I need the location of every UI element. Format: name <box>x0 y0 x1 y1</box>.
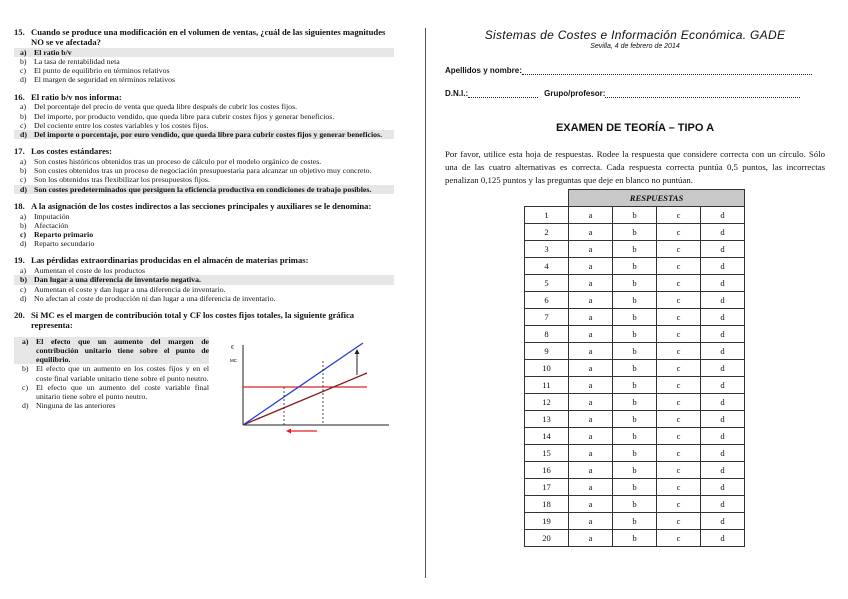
question-number: 17. <box>14 146 25 157</box>
answer-choice-d[interactable]: d <box>701 411 745 428</box>
question-number-cell: 16 <box>525 462 569 479</box>
answer-choice-a[interactable]: a <box>569 445 613 462</box>
answer-choice-c[interactable]: c <box>657 462 701 479</box>
answer-row <box>525 530 745 547</box>
question-number-cell: 1 <box>525 207 569 224</box>
answer-row <box>525 394 745 411</box>
answer-row <box>525 309 745 326</box>
answer-choice-a[interactable]: a <box>569 326 613 343</box>
answer-choice-c[interactable]: c <box>657 360 701 377</box>
answer-row <box>525 224 745 241</box>
option-d: d) Son costes predeterminados que persiguen la eficiencia productiva en condiciones de trabajo posibles. <box>14 185 394 194</box>
option-b: b) El efecto que un aumento en los costes fijos y en el coste final variable unitario tiene sobre el punto neutro. <box>22 364 209 383</box>
answer-sheet <box>445 28 825 547</box>
option-b: b) Del importe, por producto vendido, que queda libre para cubrir costes fijos y generar beneficios. <box>20 111 335 121</box>
question-number-cell: 17 <box>525 479 569 496</box>
answer-choice-d[interactable]: d <box>701 377 745 394</box>
answers-table-header: RESPUESTAS <box>569 190 745 207</box>
instructions: Por favor, utilice esta hoja de respuestas. Rodee la respuesta que considere correcta con un círculo. Sólo una de las cuatro alternativas es correcta. Cada respuesta correcta puntúa 0,5 puntos, las incorrectas penalizan 0,125 puntos y las preguntas que deje en blanco no puntúan. <box>445 149 825 185</box>
increase-arrow-head <box>355 349 360 354</box>
answer-choice-d[interactable]: d <box>701 462 745 479</box>
group-label: Grupo/profesor: <box>544 89 606 98</box>
answer-choice-b[interactable]: b <box>613 343 657 360</box>
answer-row <box>525 411 745 428</box>
answer-choice-b[interactable]: b <box>613 292 657 309</box>
question-number-cell: 19 <box>525 513 569 530</box>
answer-choice-d[interactable]: d <box>701 241 745 258</box>
question-number-cell: 20 <box>525 530 569 547</box>
answer-choice-b[interactable]: b <box>613 496 657 513</box>
answer-choice-c[interactable]: c <box>657 428 701 445</box>
option-a: a) Son costes históricos obtenidos tras un proceso de cálculo por el modelo orgánico de costes. <box>20 157 322 166</box>
option-a: a) El ratio b/v <box>14 48 394 57</box>
answer-choice-c[interactable]: c <box>657 445 701 462</box>
question-number-cell: 15 <box>525 445 569 462</box>
question-number-cell: 8 <box>525 326 569 343</box>
graph-y-label-mc: MC <box>230 357 237 363</box>
margin-line-increased <box>243 343 363 425</box>
group-blank[interactable] <box>605 90 800 98</box>
answer-choice-a[interactable]: a <box>569 207 613 224</box>
answer-choice-a[interactable]: a <box>569 513 613 530</box>
answer-choice-a[interactable]: a <box>569 377 613 394</box>
dni-group-field <box>445 89 825 98</box>
answer-choice-a[interactable]: a <box>569 496 613 513</box>
answer-choice-c[interactable]: c <box>657 275 701 292</box>
option-c: c) Son los obtenidos tras flexibilizar los presupuestos fijos. <box>20 175 210 185</box>
answer-choice-c[interactable]: c <box>657 326 701 343</box>
answer-choice-c[interactable]: c <box>657 377 701 394</box>
answer-choice-b[interactable]: b <box>613 445 657 462</box>
graph-y-label-euro: € <box>231 344 234 351</box>
question-number-cell: 4 <box>525 258 569 275</box>
margin-line-initial <box>243 373 367 425</box>
option-b: b) Son costes obtenidos tras un proceso de negociación presupuestaria para alcanzar un objetivo muy concreto. <box>20 166 372 176</box>
option-d: d) Ninguna de las anteriores <box>22 401 116 411</box>
breakeven-graph <box>229 339 394 439</box>
question-20 <box>14 311 394 439</box>
answer-choice-c[interactable]: c <box>657 207 701 224</box>
question-number-cell: 18 <box>525 496 569 513</box>
answer-choice-c[interactable]: c <box>657 411 701 428</box>
question-number-cell: 6 <box>525 292 569 309</box>
answer-choice-b[interactable]: b <box>613 377 657 394</box>
question-number: 19. <box>14 255 25 266</box>
question-number-cell: 13 <box>525 411 569 428</box>
answer-row <box>525 258 745 275</box>
left-column <box>14 28 394 447</box>
question-number: 15. <box>14 27 25 37</box>
answer-row <box>525 241 745 258</box>
option-a: a) El efecto que un aumento del margen de contribución unitario tiene sobre el punto de equilibrio. <box>14 337 209 365</box>
answer-choice-d[interactable]: d <box>701 394 745 411</box>
answer-choice-a[interactable]: a <box>569 428 613 445</box>
answer-choice-b[interactable]: b <box>613 258 657 275</box>
name-label: Apellidos y nombre: <box>445 66 522 75</box>
question-number-cell: 5 <box>525 275 569 292</box>
answer-choice-d[interactable]: d <box>701 496 745 513</box>
answer-row <box>525 326 745 343</box>
answer-choice-b[interactable]: b <box>613 394 657 411</box>
answer-choice-b[interactable]: b <box>613 224 657 241</box>
answer-choice-b[interactable]: b <box>613 530 657 547</box>
answer-row <box>525 479 745 496</box>
answer-row <box>525 360 745 377</box>
option-a: a) Del porcentaje del precio de venta que queda libre después de cubrir los costes fijos. <box>20 102 298 112</box>
question-number: 18. <box>14 200 25 211</box>
answer-row <box>525 343 745 360</box>
name-field <box>445 66 825 75</box>
question-number-cell: 10 <box>525 360 569 377</box>
question-number-cell: 3 <box>525 241 569 258</box>
answer-row <box>525 445 745 462</box>
answer-choice-b[interactable]: b <box>613 479 657 496</box>
question-number-cell: 7 <box>525 309 569 326</box>
dni-label: D.N.I.: <box>445 89 469 98</box>
answer-choice-c[interactable]: c <box>657 309 701 326</box>
answer-choice-c[interactable]: c <box>657 513 701 530</box>
answer-choice-b[interactable]: b <box>613 360 657 377</box>
answer-choice-a[interactable]: a <box>569 275 613 292</box>
option-c: c) Del cociente entre los costes variables y los costes fijos. <box>20 120 209 130</box>
question-text: El ratio b/v nos informa: <box>31 91 122 102</box>
question-number-cell: 2 <box>525 224 569 241</box>
answer-choice-b[interactable]: b <box>613 309 657 326</box>
dni-blank[interactable] <box>468 90 538 98</box>
option-c: c) El efecto que un aumento del coste variable final unitario tiene sobre el punto neutro. <box>22 382 209 401</box>
answer-choice-a[interactable]: a <box>569 411 613 428</box>
course-title: Sistemas de Costes e Información Económica. GADE <box>484 28 786 42</box>
option-b: b) La tasa de rentabilidad neta <box>20 56 120 66</box>
answer-choice-d[interactable]: d <box>701 530 745 547</box>
answer-row <box>525 275 745 292</box>
question-text: Cuando se produce una modificación en el volumen de ventas, ¿cuál de las siguientes magnitudes NO se ve afectada? <box>31 27 386 47</box>
question-text: Las pérdidas extraordinarias producidas en el almacén de materias primas: <box>31 255 309 266</box>
question-19 <box>14 256 394 303</box>
answer-choice-d[interactable]: d <box>701 428 745 445</box>
question-18 <box>14 202 394 249</box>
answer-choice-b[interactable]: b <box>613 207 657 224</box>
answers-table <box>524 189 745 547</box>
answer-row <box>525 513 745 530</box>
answer-choice-c[interactable]: c <box>657 479 701 496</box>
answer-choice-b[interactable]: b <box>613 462 657 479</box>
answer-choice-d[interactable]: d <box>701 326 745 343</box>
exam-title: EXAMEN DE TEORÍA – TIPO A <box>555 122 715 134</box>
answer-choice-a[interactable]: a <box>569 479 613 496</box>
answer-choice-d[interactable]: d <box>701 275 745 292</box>
question-15 <box>14 28 394 85</box>
question-text: Si MC es el margen de contribución total y CF los costes fijos totales, la siguiente gráfica representa: <box>31 310 355 330</box>
answer-choice-a[interactable]: a <box>569 258 613 275</box>
answer-choice-b[interactable]: b <box>613 241 657 258</box>
option-a: a) Aumentan el coste de los productos <box>20 266 146 276</box>
answer-choice-a[interactable]: a <box>569 462 613 479</box>
answer-choice-a[interactable]: a <box>569 360 613 377</box>
question-number-cell: 9 <box>525 343 569 360</box>
option-c: c) El punto de equilibrio en términos relativos <box>20 66 170 76</box>
answer-choice-b[interactable]: b <box>613 513 657 530</box>
option-d: d) Reparto secundario <box>20 239 95 249</box>
answer-choice-a[interactable]: a <box>569 309 613 326</box>
answer-choice-a[interactable]: a <box>569 394 613 411</box>
answer-choice-a[interactable]: a <box>569 224 613 241</box>
name-blank[interactable] <box>522 67 812 75</box>
option-d: d) Del importe o porcentaje, por euro vendido, que queda libre para cubrir costes fijos y generar beneficios. <box>14 130 394 139</box>
option-c: c) Aumentan el coste y dan lugar a una diferencia de inventario. <box>20 284 226 294</box>
answer-choice-d[interactable]: d <box>701 445 745 462</box>
answer-choice-d[interactable]: d <box>701 513 745 530</box>
question-text: A la asignación de los costes indirectos a las secciones principales y auxiliares se le denomina: <box>31 200 372 211</box>
answer-choice-c[interactable]: c <box>657 224 701 241</box>
answer-choice-d[interactable]: d <box>701 360 745 377</box>
answer-row <box>525 428 745 445</box>
answer-choice-b[interactable]: b <box>613 326 657 343</box>
answer-choice-b[interactable]: b <box>613 428 657 445</box>
question-number-cell: 12 <box>525 394 569 411</box>
option-c: c) Reparto primario <box>20 230 94 239</box>
answer-choice-c[interactable]: c <box>657 496 701 513</box>
answer-choice-c[interactable]: c <box>657 292 701 309</box>
answer-choice-c[interactable]: c <box>657 394 701 411</box>
answer-choice-d[interactable]: d <box>701 343 745 360</box>
question-text: Los costes estándares: <box>31 146 112 157</box>
column-divider <box>425 28 426 578</box>
option-d: d) No afectan al coste de producción ni dan lugar a una diferencia de inventario. <box>20 293 276 303</box>
answer-choice-d[interactable]: d <box>701 258 745 275</box>
answer-choice-a[interactable]: a <box>569 292 613 309</box>
answer-row <box>525 462 745 479</box>
option-b: b) Dan lugar a una diferencia de inventario negativa. <box>14 275 394 284</box>
question-16 <box>14 93 394 140</box>
exam-date: Sevilla, 4 de febrero de 2014 <box>590 43 680 50</box>
answer-choice-b[interactable]: b <box>613 275 657 292</box>
answer-choice-d[interactable]: d <box>701 292 745 309</box>
shift-arrow-head <box>286 428 291 433</box>
option-b: b) Afectación <box>20 220 69 230</box>
question-number: 16. <box>14 91 25 102</box>
question-number: 20. <box>14 310 25 320</box>
option-a: a) Imputación <box>20 211 70 221</box>
answer-choice-c[interactable]: c <box>657 530 701 547</box>
answer-choice-c[interactable]: c <box>657 343 701 360</box>
answer-choice-c[interactable]: c <box>657 258 701 275</box>
answer-choice-d[interactable]: d <box>701 207 745 224</box>
question-17 <box>14 147 394 194</box>
answer-choice-a[interactable]: a <box>569 343 613 360</box>
answer-row <box>525 496 745 513</box>
answer-choice-d[interactable]: d <box>701 479 745 496</box>
answer-row <box>525 207 745 224</box>
answer-choice-b[interactable]: b <box>613 411 657 428</box>
answer-choice-a[interactable]: a <box>569 530 613 547</box>
answer-row <box>525 292 745 309</box>
answer-choice-a[interactable]: a <box>569 241 613 258</box>
question-number-cell: 14 <box>525 428 569 445</box>
answer-choice-c[interactable]: c <box>657 241 701 258</box>
question-number-cell: 11 <box>525 377 569 394</box>
answer-choice-d[interactable]: d <box>701 309 745 326</box>
answer-choice-d[interactable]: d <box>701 224 745 241</box>
answer-row <box>525 377 745 394</box>
option-d: d) El margen de seguridad en términos relativos <box>20 75 176 85</box>
